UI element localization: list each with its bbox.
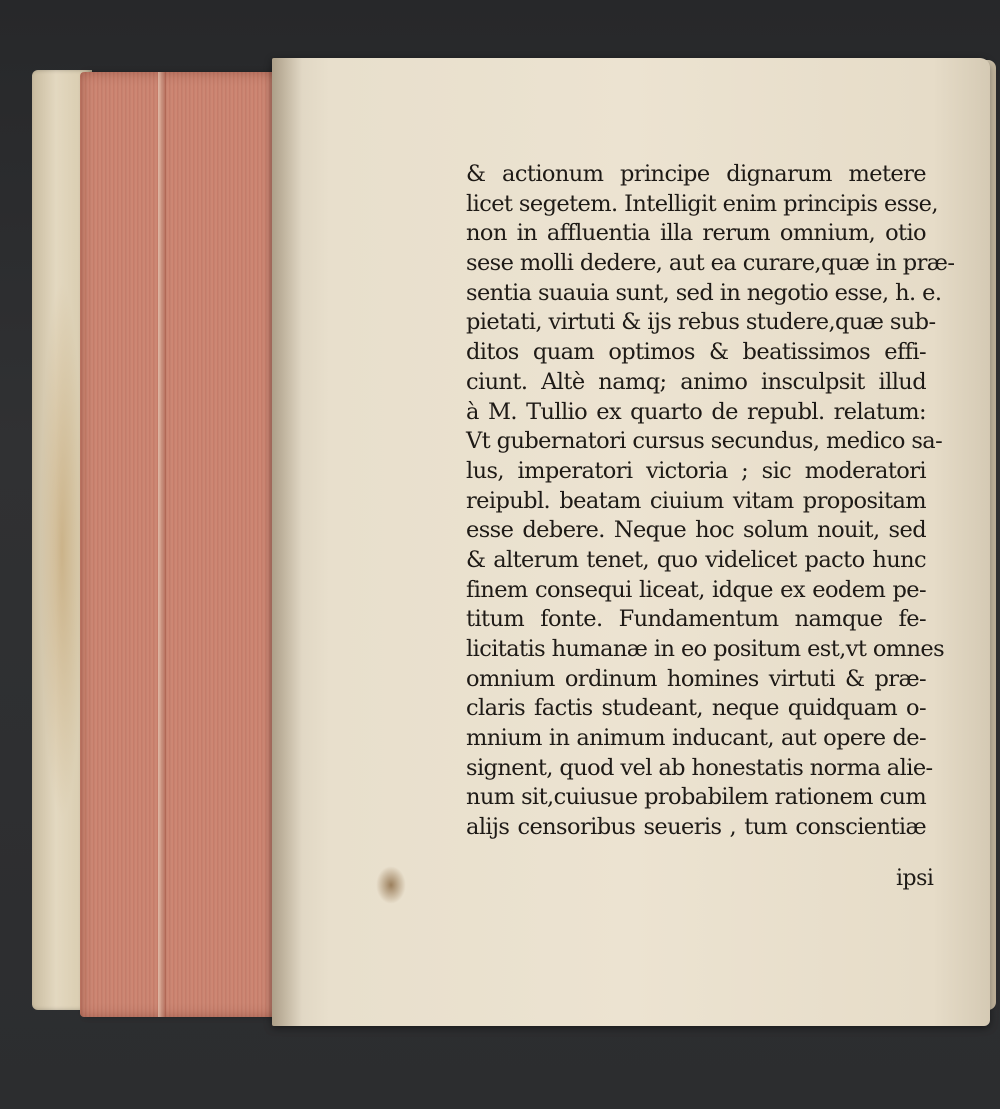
- text-line: esse debere. Neque hoc solum nouit, sed: [466, 517, 926, 544]
- text-line: claris factis studeant, neque quidquam o-: [466, 695, 926, 722]
- text-line: & actionum principe dignarum metere: [466, 161, 926, 187]
- text-line: non in affluentia illa rerum omnium, otio: [466, 220, 926, 247]
- text-line: num sit,cuiusue probabilem rationem cum: [466, 784, 927, 811]
- text-line: à M. Tullio ex quarto de republ. relatum:: [466, 398, 926, 425]
- text-line: sentia suauia sunt, sed in negotio esse, h. e.: [466, 279, 942, 306]
- text-line: titum fonte. Fundamentum namque fe-: [466, 606, 926, 633]
- page-stain: [376, 866, 406, 904]
- text-line: lus, imperatori victoria ; sic moderatori: [466, 457, 926, 484]
- text-line: reipubl. beatam ciuium vitam propositam: [466, 487, 926, 514]
- text-line: & alterum tenet, quo videlicet pacto hunc: [466, 546, 926, 573]
- text-line: alijs censoribus seueris , tum conscientiæ: [466, 814, 926, 841]
- cover-stain: [40, 280, 84, 820]
- text-line: ciunt. Altè namq; animo insculpsit illud: [466, 368, 926, 395]
- text-line: omnium ordinum homines virtuti & præ-: [466, 665, 926, 692]
- page-edges: [80, 72, 280, 1017]
- text-line: finem consequi liceat, idque ex eodem pe-: [466, 576, 926, 603]
- text-line: mnium in animum inducant, aut opere de-: [466, 725, 926, 752]
- text-line: sese molli dedere, aut ea curare,quæ in præ-: [466, 250, 955, 277]
- text-line: ditos quam optimos & beatissimos effi-: [466, 339, 926, 366]
- text-line: licet segetem. Intelligit enim principis esse,: [466, 190, 938, 217]
- text-line: pietati, virtuti & ijs rebus studere,quæ sub-: [466, 309, 936, 336]
- catchword: ipsi: [896, 866, 934, 891]
- text-line: Vt gubernatori cursus secundus, medico sa-: [466, 428, 943, 455]
- text-line: licitatis humanæ in eo positum est,vt omnes: [466, 636, 945, 662]
- page-text: [466, 160, 955, 843]
- text-line: signent, quod vel ab honestatis norma alie-: [466, 754, 933, 781]
- gutter-shadow: [272, 58, 302, 1026]
